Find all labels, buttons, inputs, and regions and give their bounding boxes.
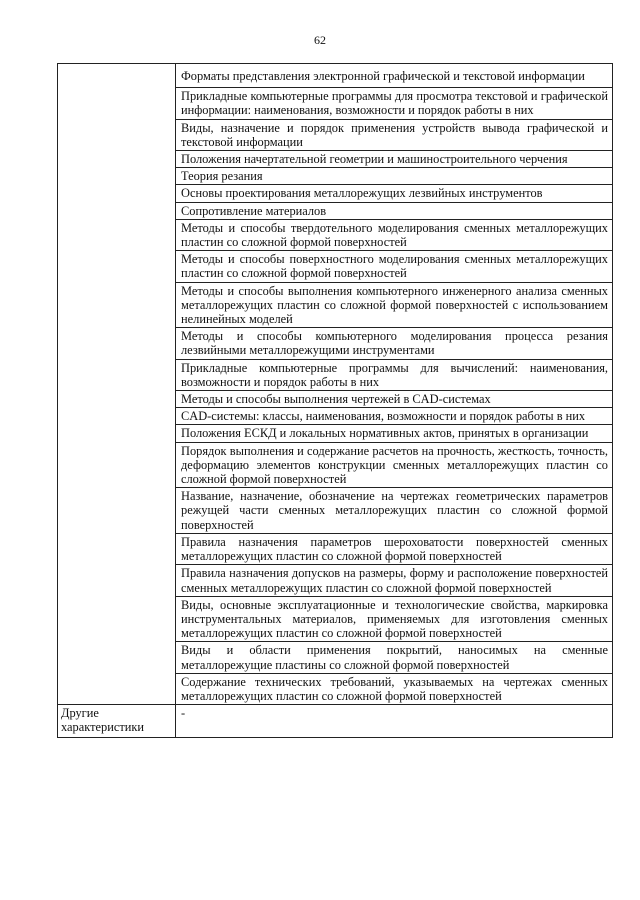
knowledge-item: Теория резания bbox=[176, 168, 613, 185]
label-cell-empty bbox=[58, 64, 176, 705]
knowledge-item: Название, назначение, обозначение на чертежах геометрических параметров режущей части сменных металлорежущих пластин со сложной формой поверхностей bbox=[176, 488, 613, 534]
other-characteristics-value: - bbox=[176, 705, 613, 738]
page-number: 62 bbox=[314, 33, 326, 47]
knowledge-item: Методы и способы поверхностного моделирования сменных металлорежущих пластин со сложной формой поверхностей bbox=[176, 251, 613, 282]
knowledge-item: CAD-системы: классы, наименования, возможности и порядок работы в них bbox=[176, 408, 613, 425]
knowledge-item: Порядок выполнения и содержание расчетов на прочность, жесткость, точность, деформацию элементов конструкции сменных металлорежущих пластин со сложной формой поверхностей bbox=[176, 442, 613, 488]
knowledge-item: Прикладные компьютерные программы для просмотра текстовой и графической информации: наименования, возможности и порядок работы в них bbox=[176, 88, 613, 119]
knowledge-item: Методы и способы выполнения чертежей в CAD-системах bbox=[176, 391, 613, 408]
knowledge-item: Положения ЕСКД и локальных нормативных актов, принятых в организации bbox=[176, 425, 613, 442]
table-row bbox=[58, 64, 613, 88]
knowledge-item: Правила назначения параметров шероховатости поверхностей сменных металлорежущих пластин со сложной формой поверхностей bbox=[176, 533, 613, 564]
knowledge-item: Виды и области применения покрытий, наносимых на сменные металлорежущие пластины со сложной формой поверхностей bbox=[176, 642, 613, 673]
knowledge-item: Положения начертательной геометрии и машиностроительного черчения bbox=[176, 151, 613, 168]
knowledge-item: Основы проектирования металлорежущих лезвийных инструментов bbox=[176, 185, 613, 202]
knowledge-item: Правила назначения допусков на размеры, форму и расположение поверхностей сменных металлорежущих пластин со сложной формой поверхностей bbox=[176, 565, 613, 596]
knowledge-table bbox=[57, 63, 613, 738]
knowledge-item: Прикладные компьютерные программы для вычислений: наименования, возможности и порядок работы в них bbox=[176, 359, 613, 390]
knowledge-item: Содержание технических требований, указываемых на чертежах сменных металлорежущих пластин со сложной формой поверхностей bbox=[176, 673, 613, 704]
knowledge-item: Методы и способы компьютерного моделирования процесса резания лезвийными металлорежущими инструментами bbox=[176, 328, 613, 359]
knowledge-item: Форматы представления электронной графической и текстовой информации bbox=[176, 64, 613, 88]
knowledge-item: Виды, основные эксплуатационные и технологические свойства, маркировка инструментальных материалов, применяемых для изготовления сменных металлорежущих пластин со сложной формой поверхностей bbox=[176, 596, 613, 642]
knowledge-item: Сопротивление материалов bbox=[176, 202, 613, 219]
other-characteristics-label: Другие характеристики bbox=[58, 705, 176, 738]
knowledge-item: Виды, назначение и порядок применения устройств вывода графической и текстовой информации bbox=[176, 119, 613, 150]
knowledge-item: Методы и способы твердотельного моделирования сменных металлорежущих пластин со сложной формой поверхностей bbox=[176, 219, 613, 250]
knowledge-item: Методы и способы выполнения компьютерного инженерного анализа сменных металлорежущих пластин со сложной формой поверхностей с использованием нелинейных моделей bbox=[176, 282, 613, 328]
table-row-other bbox=[58, 705, 613, 738]
